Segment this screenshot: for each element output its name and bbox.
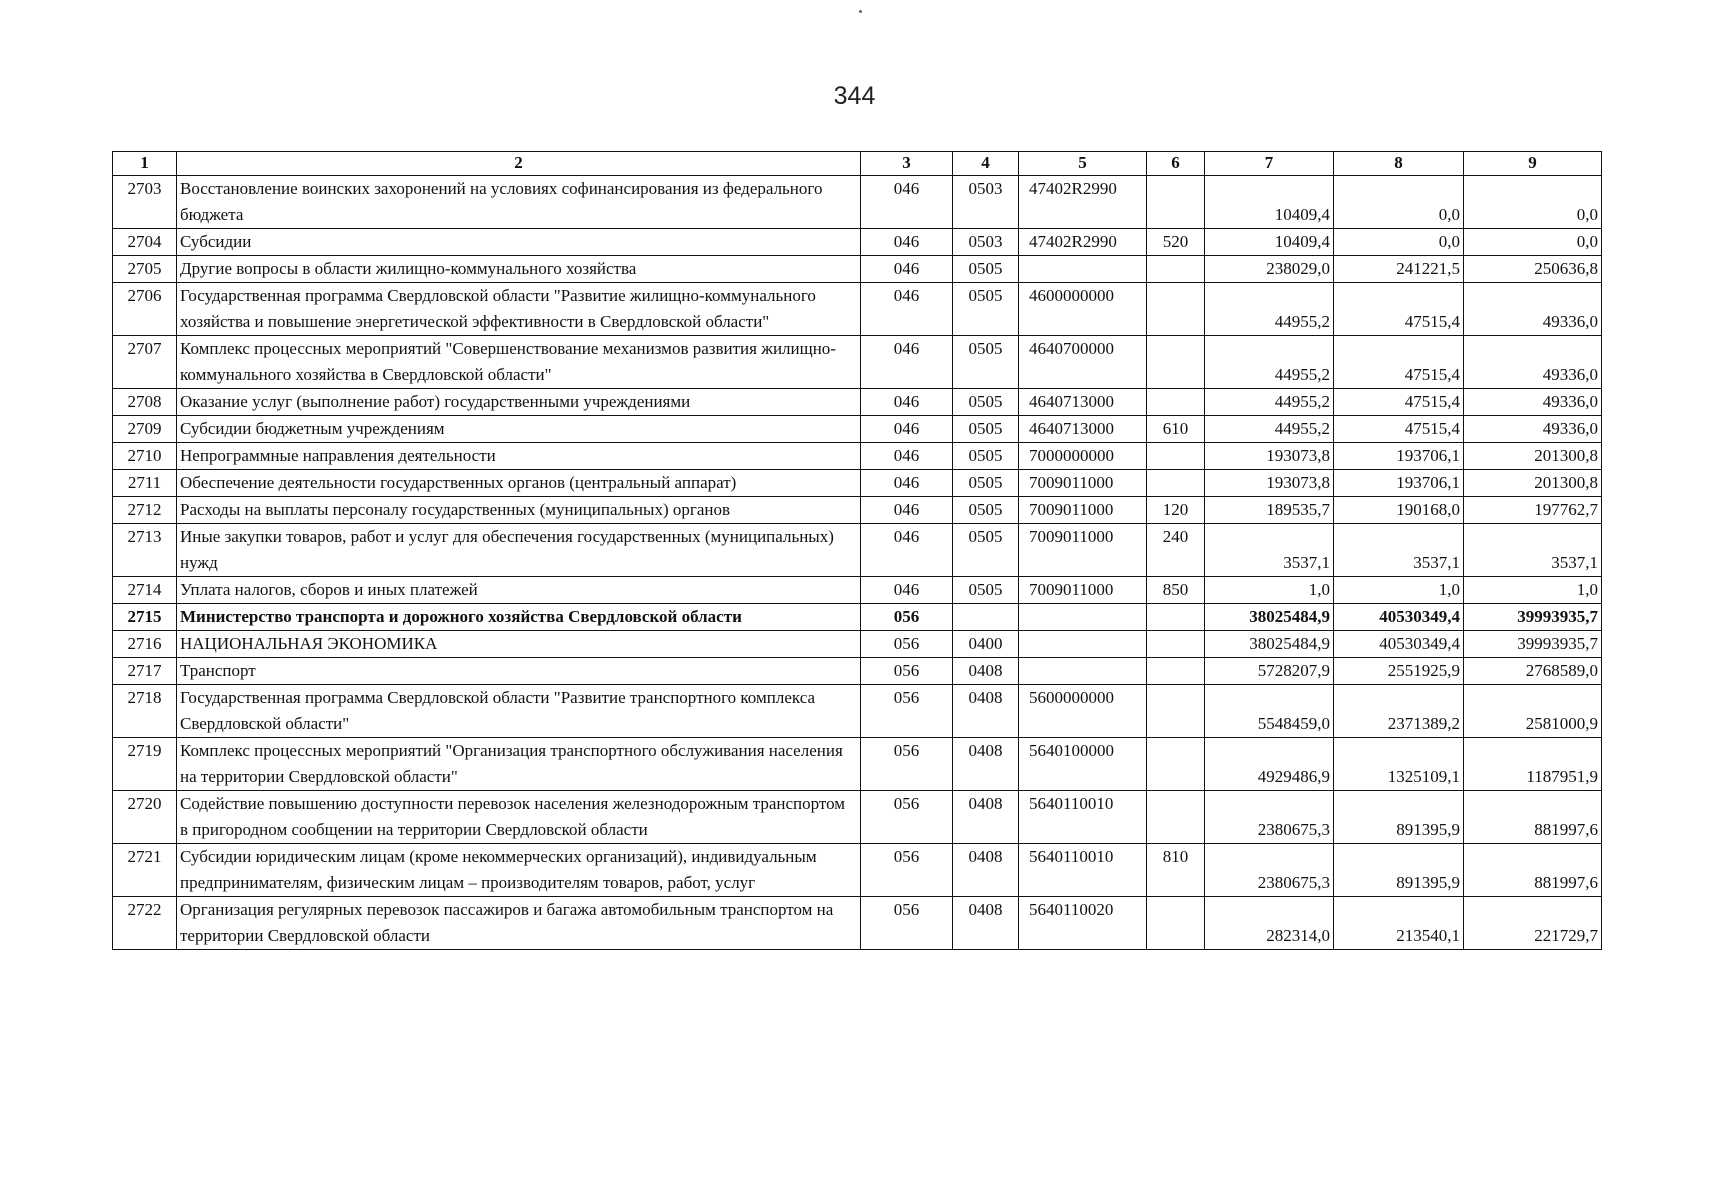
target-code: 7009011000 bbox=[1019, 577, 1147, 604]
row-number: 2721 bbox=[113, 844, 177, 897]
table-row bbox=[113, 389, 1602, 416]
header-col-5: 5 bbox=[1019, 152, 1147, 176]
amount-col-9: 221729,7 bbox=[1464, 897, 1602, 950]
amount-col-8: 47515,4 bbox=[1334, 389, 1464, 416]
expense-type bbox=[1147, 604, 1205, 631]
row-number: 2718 bbox=[113, 685, 177, 738]
amount-col-7: 5548459,0 bbox=[1205, 685, 1334, 738]
section-code: 0505 bbox=[953, 389, 1019, 416]
table-row bbox=[113, 791, 1602, 844]
target-code: 7009011000 bbox=[1019, 497, 1147, 524]
amount-col-8: 1325109,1 bbox=[1334, 738, 1464, 791]
ministry-code: 046 bbox=[861, 256, 953, 283]
row-name: Расходы на выплаты персоналу государственных (муниципальных) органов bbox=[177, 497, 861, 524]
amount-col-7: 4929486,9 bbox=[1205, 738, 1334, 791]
amount-col-7: 5728207,9 bbox=[1205, 658, 1334, 685]
amount-col-8: 213540,1 bbox=[1334, 897, 1464, 950]
ministry-code: 056 bbox=[861, 844, 953, 897]
section-code: 0505 bbox=[953, 524, 1019, 577]
amount-col-8: 241221,5 bbox=[1334, 256, 1464, 283]
section-code: 0505 bbox=[953, 256, 1019, 283]
amount-col-7: 44955,2 bbox=[1205, 336, 1334, 389]
row-name: Другие вопросы в области жилищно-коммунального хозяйства bbox=[177, 256, 861, 283]
expense-type bbox=[1147, 685, 1205, 738]
amount-col-8: 0,0 bbox=[1334, 176, 1464, 229]
amount-col-8: 2551925,9 bbox=[1334, 658, 1464, 685]
amount-col-9: 197762,7 bbox=[1464, 497, 1602, 524]
amount-col-9: 49336,0 bbox=[1464, 283, 1602, 336]
row-name: Комплекс процессных мероприятий "Организация транспортного обслуживания населения на территории Свердловской области" bbox=[177, 738, 861, 791]
row-number: 2710 bbox=[113, 443, 177, 470]
row-number: 2711 bbox=[113, 470, 177, 497]
table-row bbox=[113, 897, 1602, 950]
row-name: Содействие повышению доступности перевозок населения железнодорожным транспортом в пригородном сообщении на территории Свердловской области bbox=[177, 791, 861, 844]
table-row bbox=[113, 470, 1602, 497]
row-name: Субсидии бюджетным учреждениям bbox=[177, 416, 861, 443]
ministry-code: 056 bbox=[861, 631, 953, 658]
header-col-9: 9 bbox=[1464, 152, 1602, 176]
table-row bbox=[113, 229, 1602, 256]
expense-type: 610 bbox=[1147, 416, 1205, 443]
target-code: 5640100000 bbox=[1019, 738, 1147, 791]
table-row bbox=[113, 844, 1602, 897]
ministry-code: 046 bbox=[861, 497, 953, 524]
ministry-code: 056 bbox=[861, 604, 953, 631]
table-row bbox=[113, 738, 1602, 791]
row-number: 2713 bbox=[113, 524, 177, 577]
section-code: 0505 bbox=[953, 470, 1019, 497]
amount-col-7: 44955,2 bbox=[1205, 389, 1334, 416]
expense-type bbox=[1147, 283, 1205, 336]
row-number: 2716 bbox=[113, 631, 177, 658]
page-number: 344 bbox=[833, 82, 876, 110]
expense-type bbox=[1147, 470, 1205, 497]
amount-col-9: 250636,8 bbox=[1464, 256, 1602, 283]
table-row bbox=[113, 604, 1602, 631]
amount-col-9: 1,0 bbox=[1464, 577, 1602, 604]
header-col-4: 4 bbox=[953, 152, 1019, 176]
expense-type bbox=[1147, 176, 1205, 229]
target-code: 47402R2990 bbox=[1019, 176, 1147, 229]
expense-type: 120 bbox=[1147, 497, 1205, 524]
table-row bbox=[113, 524, 1602, 577]
ministry-code: 056 bbox=[861, 897, 953, 950]
row-number: 2722 bbox=[113, 897, 177, 950]
ministry-code: 046 bbox=[861, 176, 953, 229]
target-code: 4640700000 bbox=[1019, 336, 1147, 389]
amount-col-7: 189535,7 bbox=[1205, 497, 1334, 524]
row-number: 2707 bbox=[113, 336, 177, 389]
amount-col-8: 3537,1 bbox=[1334, 524, 1464, 577]
row-name: Государственная программа Свердловской области "Развитие жилищно-коммунального хозяйства и повышение энергетической эффективности в Свердловской области" bbox=[177, 283, 861, 336]
row-name: Комплекс процессных мероприятий "Совершенствование механизмов развития жилищно-коммунального хозяйства в Свердловской области" bbox=[177, 336, 861, 389]
target-code: 5640110010 bbox=[1019, 844, 1147, 897]
section-code: 0503 bbox=[953, 229, 1019, 256]
amount-col-8: 47515,4 bbox=[1334, 336, 1464, 389]
ministry-code: 046 bbox=[861, 283, 953, 336]
section-code: 0408 bbox=[953, 791, 1019, 844]
expense-type bbox=[1147, 897, 1205, 950]
ministry-code: 056 bbox=[861, 738, 953, 791]
amount-col-7: 238029,0 bbox=[1205, 256, 1334, 283]
target-code bbox=[1019, 658, 1147, 685]
row-number: 2715 bbox=[113, 604, 177, 631]
row-number: 2706 bbox=[113, 283, 177, 336]
section-code: 0408 bbox=[953, 738, 1019, 791]
ministry-code: 046 bbox=[861, 416, 953, 443]
section-code: 0505 bbox=[953, 416, 1019, 443]
table-row bbox=[113, 685, 1602, 738]
header-col-6: 6 bbox=[1147, 152, 1205, 176]
table-row bbox=[113, 497, 1602, 524]
amount-col-7: 44955,2 bbox=[1205, 283, 1334, 336]
section-code: 0408 bbox=[953, 685, 1019, 738]
amount-col-9: 1187951,9 bbox=[1464, 738, 1602, 791]
target-code: 7009011000 bbox=[1019, 524, 1147, 577]
amount-col-9: 49336,0 bbox=[1464, 336, 1602, 389]
row-number: 2705 bbox=[113, 256, 177, 283]
table-row bbox=[113, 336, 1602, 389]
amount-col-9: 49336,0 bbox=[1464, 416, 1602, 443]
expense-type bbox=[1147, 631, 1205, 658]
expense-type: 520 bbox=[1147, 229, 1205, 256]
target-code bbox=[1019, 256, 1147, 283]
amount-col-9: 3537,1 bbox=[1464, 524, 1602, 577]
ministry-code: 046 bbox=[861, 229, 953, 256]
expense-type: 810 bbox=[1147, 844, 1205, 897]
amount-col-8: 40530349,4 bbox=[1334, 631, 1464, 658]
target-code: 7000000000 bbox=[1019, 443, 1147, 470]
expense-type bbox=[1147, 791, 1205, 844]
header-col-8: 8 bbox=[1334, 152, 1464, 176]
table-row bbox=[113, 658, 1602, 685]
target-code: 47402R2990 bbox=[1019, 229, 1147, 256]
row-name: Государственная программа Свердловской области "Развитие транспортного комплекса Свердловской области" bbox=[177, 685, 861, 738]
amount-col-8: 891395,9 bbox=[1334, 791, 1464, 844]
row-name: Непрограммные направления деятельности bbox=[177, 443, 861, 470]
expense-type bbox=[1147, 256, 1205, 283]
table-row bbox=[113, 283, 1602, 336]
budget-table bbox=[112, 151, 1602, 950]
section-code: 0400 bbox=[953, 631, 1019, 658]
target-code: 4640713000 bbox=[1019, 416, 1147, 443]
row-number: 2719 bbox=[113, 738, 177, 791]
amount-col-8: 47515,4 bbox=[1334, 283, 1464, 336]
ministry-code: 056 bbox=[861, 658, 953, 685]
table-row bbox=[113, 416, 1602, 443]
amount-col-9: 2581000,9 bbox=[1464, 685, 1602, 738]
row-name: Министерство транспорта и дорожного хозяйства Свердловской области bbox=[177, 604, 861, 631]
row-name: Субсидии юридическим лицам (кроме некоммерческих организаций), индивидуальным предпринимателям, физическим лицам – производителям товаров, работ, услуг bbox=[177, 844, 861, 897]
scan-speck bbox=[859, 10, 862, 13]
amount-col-8: 1,0 bbox=[1334, 577, 1464, 604]
section-code: 0505 bbox=[953, 283, 1019, 336]
section-code: 0505 bbox=[953, 443, 1019, 470]
row-name: Организация регулярных перевозок пассажиров и багажа автомобильным транспортом на территории Свердловской области bbox=[177, 897, 861, 950]
table-row bbox=[113, 176, 1602, 229]
section-code: 0505 bbox=[953, 497, 1019, 524]
row-name: Субсидии bbox=[177, 229, 861, 256]
amount-col-8: 190168,0 bbox=[1334, 497, 1464, 524]
amount-col-8: 40530349,4 bbox=[1334, 604, 1464, 631]
amount-col-7: 1,0 bbox=[1205, 577, 1334, 604]
header-row bbox=[113, 152, 1602, 176]
row-number: 2714 bbox=[113, 577, 177, 604]
target-code: 4600000000 bbox=[1019, 283, 1147, 336]
expense-type bbox=[1147, 738, 1205, 791]
amount-col-7: 2380675,3 bbox=[1205, 844, 1334, 897]
ministry-code: 056 bbox=[861, 791, 953, 844]
ministry-code: 056 bbox=[861, 685, 953, 738]
ministry-code: 046 bbox=[861, 443, 953, 470]
row-number: 2717 bbox=[113, 658, 177, 685]
amount-col-7: 193073,8 bbox=[1205, 470, 1334, 497]
header-col-1: 1 bbox=[113, 152, 177, 176]
section-code: 0503 bbox=[953, 176, 1019, 229]
row-number: 2708 bbox=[113, 389, 177, 416]
amount-col-8: 193706,1 bbox=[1334, 443, 1464, 470]
amount-col-8: 0,0 bbox=[1334, 229, 1464, 256]
amount-col-7: 193073,8 bbox=[1205, 443, 1334, 470]
expense-type bbox=[1147, 389, 1205, 416]
ministry-code: 046 bbox=[861, 577, 953, 604]
amount-col-7: 282314,0 bbox=[1205, 897, 1334, 950]
target-code: 7009011000 bbox=[1019, 470, 1147, 497]
row-name: Транспорт bbox=[177, 658, 861, 685]
ministry-code: 046 bbox=[861, 524, 953, 577]
table-row bbox=[113, 631, 1602, 658]
target-code: 5640110010 bbox=[1019, 791, 1147, 844]
target-code: 5600000000 bbox=[1019, 685, 1147, 738]
amount-col-7: 3537,1 bbox=[1205, 524, 1334, 577]
table-row bbox=[113, 256, 1602, 283]
amount-col-9: 881997,6 bbox=[1464, 844, 1602, 897]
amount-col-8: 2371389,2 bbox=[1334, 685, 1464, 738]
expense-type: 850 bbox=[1147, 577, 1205, 604]
ministry-code: 046 bbox=[861, 389, 953, 416]
row-name: Оказание услуг (выполнение работ) государственными учреждениями bbox=[177, 389, 861, 416]
amount-col-9: 0,0 bbox=[1464, 229, 1602, 256]
row-name: Восстановление воинских захоронений на условиях софинансирования из федерального бюджета bbox=[177, 176, 861, 229]
amount-col-9: 39993935,7 bbox=[1464, 604, 1602, 631]
amount-col-7: 2380675,3 bbox=[1205, 791, 1334, 844]
target-code: 4640713000 bbox=[1019, 389, 1147, 416]
section-code: 0505 bbox=[953, 336, 1019, 389]
section-code: 0505 bbox=[953, 577, 1019, 604]
section-code bbox=[953, 604, 1019, 631]
target-code: 5640110020 bbox=[1019, 897, 1147, 950]
expense-type: 240 bbox=[1147, 524, 1205, 577]
ministry-code: 046 bbox=[861, 336, 953, 389]
amount-col-7: 38025484,9 bbox=[1205, 604, 1334, 631]
row-name: Обеспечение деятельности государственных органов (центральный аппарат) bbox=[177, 470, 861, 497]
amount-col-9: 201300,8 bbox=[1464, 470, 1602, 497]
section-code: 0408 bbox=[953, 658, 1019, 685]
row-name: НАЦИОНАЛЬНАЯ ЭКОНОМИКА bbox=[177, 631, 861, 658]
amount-col-7: 10409,4 bbox=[1205, 176, 1334, 229]
row-number: 2704 bbox=[113, 229, 177, 256]
table-body bbox=[113, 176, 1602, 950]
row-name: Иные закупки товаров, работ и услуг для обеспечения государственных (муниципальных) нужд bbox=[177, 524, 861, 577]
amount-col-8: 891395,9 bbox=[1334, 844, 1464, 897]
header-col-2: 2 bbox=[177, 152, 861, 176]
header-col-7: 7 bbox=[1205, 152, 1334, 176]
header-col-3: 3 bbox=[861, 152, 953, 176]
table-row bbox=[113, 443, 1602, 470]
amount-col-9: 49336,0 bbox=[1464, 389, 1602, 416]
amount-col-9: 201300,8 bbox=[1464, 443, 1602, 470]
row-number: 2712 bbox=[113, 497, 177, 524]
row-number: 2720 bbox=[113, 791, 177, 844]
row-number: 2709 bbox=[113, 416, 177, 443]
expense-type bbox=[1147, 658, 1205, 685]
table-row bbox=[113, 577, 1602, 604]
target-code bbox=[1019, 631, 1147, 658]
amount-col-8: 193706,1 bbox=[1334, 470, 1464, 497]
expense-type bbox=[1147, 336, 1205, 389]
amount-col-9: 0,0 bbox=[1464, 176, 1602, 229]
target-code bbox=[1019, 604, 1147, 631]
row-number: 2703 bbox=[113, 176, 177, 229]
ministry-code: 046 bbox=[861, 470, 953, 497]
amount-col-7: 44955,2 bbox=[1205, 416, 1334, 443]
amount-col-9: 2768589,0 bbox=[1464, 658, 1602, 685]
row-name: Уплата налогов, сборов и иных платежей bbox=[177, 577, 861, 604]
amount-col-9: 881997,6 bbox=[1464, 791, 1602, 844]
expense-type bbox=[1147, 443, 1205, 470]
section-code: 0408 bbox=[953, 844, 1019, 897]
amount-col-7: 10409,4 bbox=[1205, 229, 1334, 256]
amount-col-9: 39993935,7 bbox=[1464, 631, 1602, 658]
amount-col-8: 47515,4 bbox=[1334, 416, 1464, 443]
amount-col-7: 38025484,9 bbox=[1205, 631, 1334, 658]
section-code: 0408 bbox=[953, 897, 1019, 950]
